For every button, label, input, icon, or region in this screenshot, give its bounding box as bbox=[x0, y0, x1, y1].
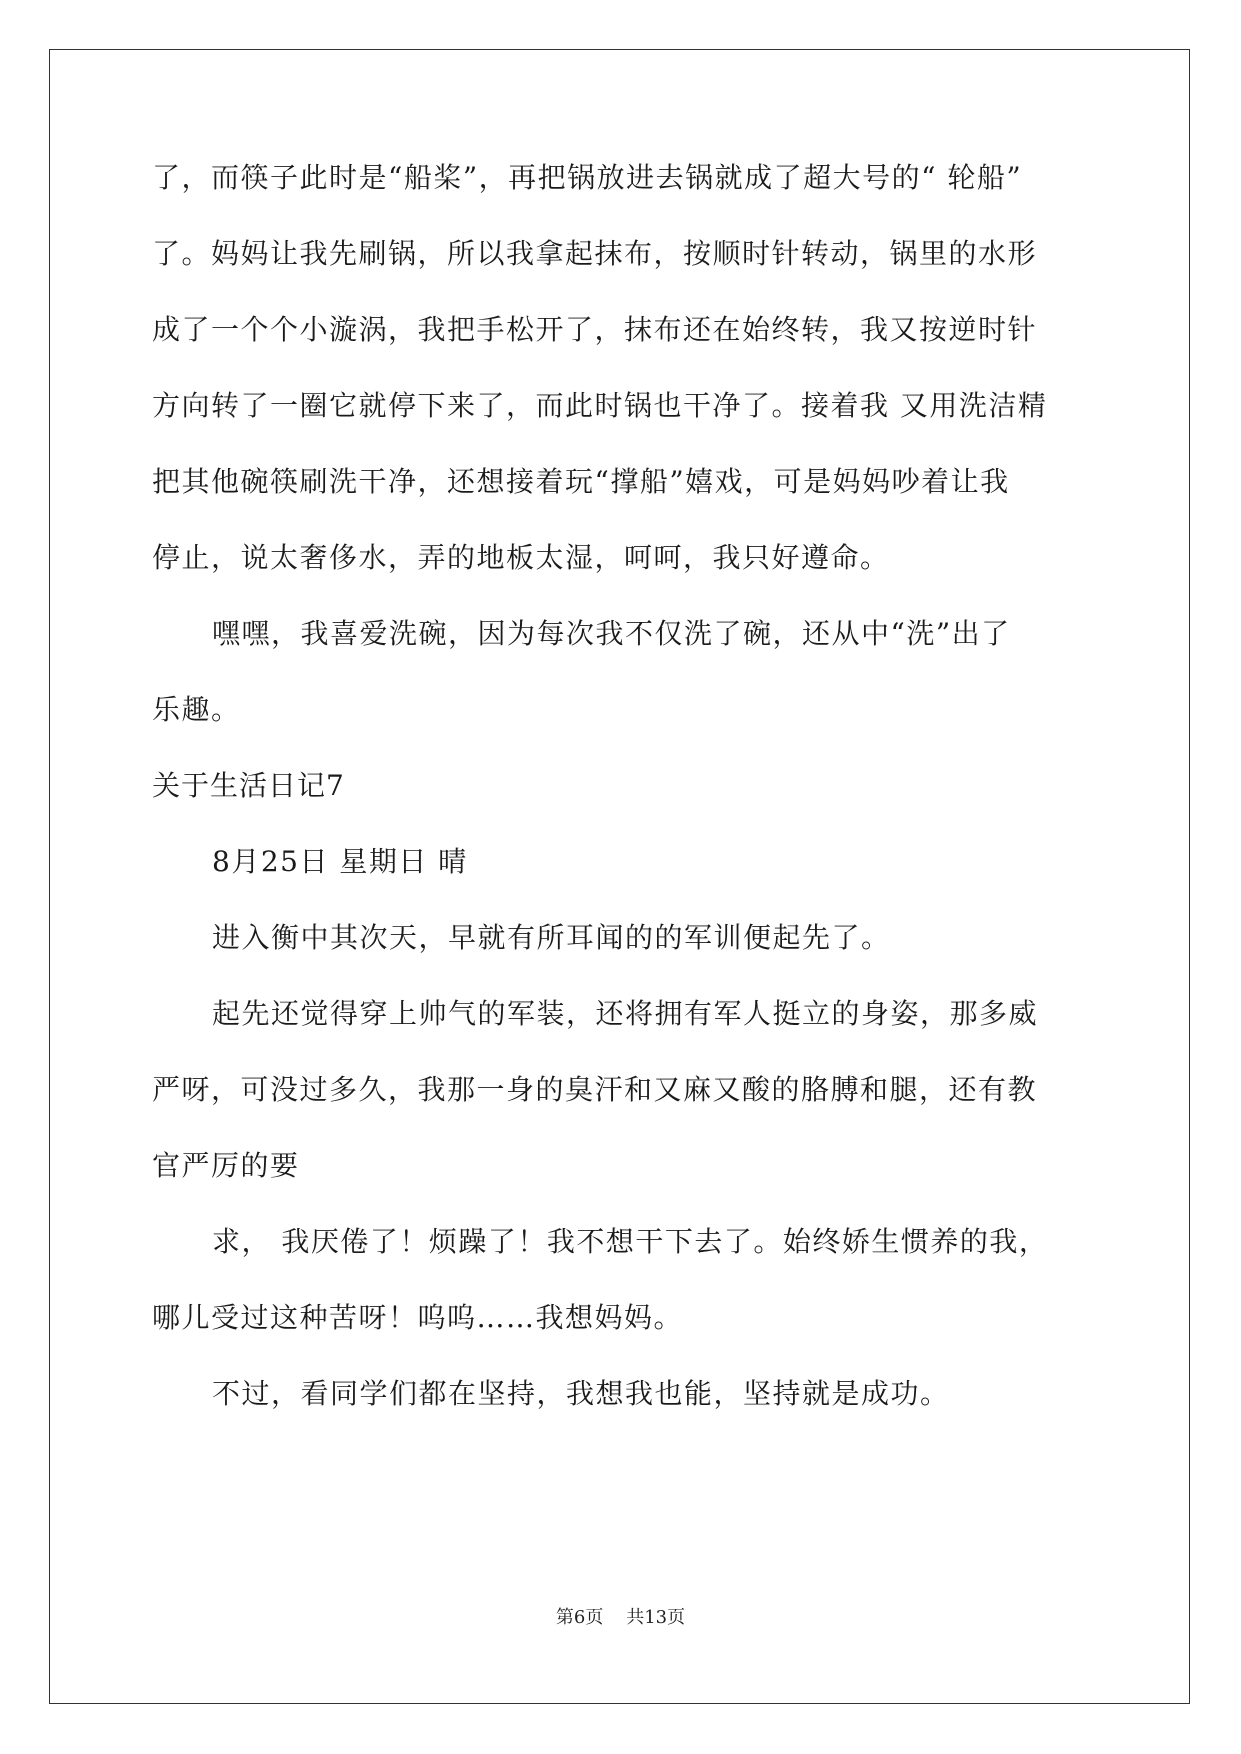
document-body bbox=[152, 140, 1092, 1432]
page-total: 共13页 bbox=[626, 1607, 686, 1628]
paragraph-line: 起先还觉得穿上帅气的军装，还将拥有军人挺立的身姿，那多威 bbox=[212, 997, 1039, 1030]
paragraph-line: 成了一个个小漩涡，我把手松开了，抹布还在始终转，我又按逆时针 bbox=[152, 313, 1038, 346]
paragraph-line: 把其他碗筷刷洗干净，还想接着玩“撑船”嬉戏，可是妈妈吵着让我 bbox=[152, 465, 1010, 498]
page-footer bbox=[0, 1606, 1241, 1630]
paragraph-line: 官严厉的要 bbox=[152, 1149, 300, 1182]
paragraph-line: 方向转了一圈它就停下来了，而此时锅也干净了。接着我 又用洗洁精 bbox=[152, 389, 1048, 422]
paragraph-line: 不过，看同学们都在坚持，我想我也能，坚持就是成功。 bbox=[212, 1377, 950, 1410]
paragraph-line: 乐趣。 bbox=[152, 693, 241, 726]
paragraph-line: 停止，说太奢侈水，弄的地板太湿，呵呵，我只好遵命。 bbox=[152, 541, 890, 574]
paragraph-line: 求， 我厌倦了！烦躁了！我不想干下去了。始终娇生惯养的我， bbox=[212, 1225, 1049, 1258]
paragraph-line: 嘿嘿，我喜爱洗碗，因为每次我不仅洗了碗，还从中“洗”出了 bbox=[212, 617, 1011, 650]
paragraph-line: 严呀，可没过多久，我那一身的臭汗和又麻又酸的胳膊和腿，还有教 bbox=[152, 1073, 1038, 1106]
paragraph-line: 了。妈妈让我先刷锅，所以我拿起抹布，按顺时针转动，锅里的水形 bbox=[152, 237, 1038, 270]
paragraph-line: 了，而筷子此时是“船桨”，再把锅放进去锅就成了超大号的“ 轮船” bbox=[152, 161, 1023, 194]
section-heading: 关于生活日记7 bbox=[152, 769, 345, 802]
diary-date-line: 8月25日 星期日 晴 bbox=[212, 845, 468, 878]
page-number: 第6页 bbox=[555, 1607, 604, 1628]
paragraph-line: 进入衡中其次天，早就有所耳闻的的军训便起先了。 bbox=[212, 921, 891, 954]
paragraph-line: 哪儿受过这种苦呀！呜呜……我想妈妈。 bbox=[152, 1301, 684, 1334]
